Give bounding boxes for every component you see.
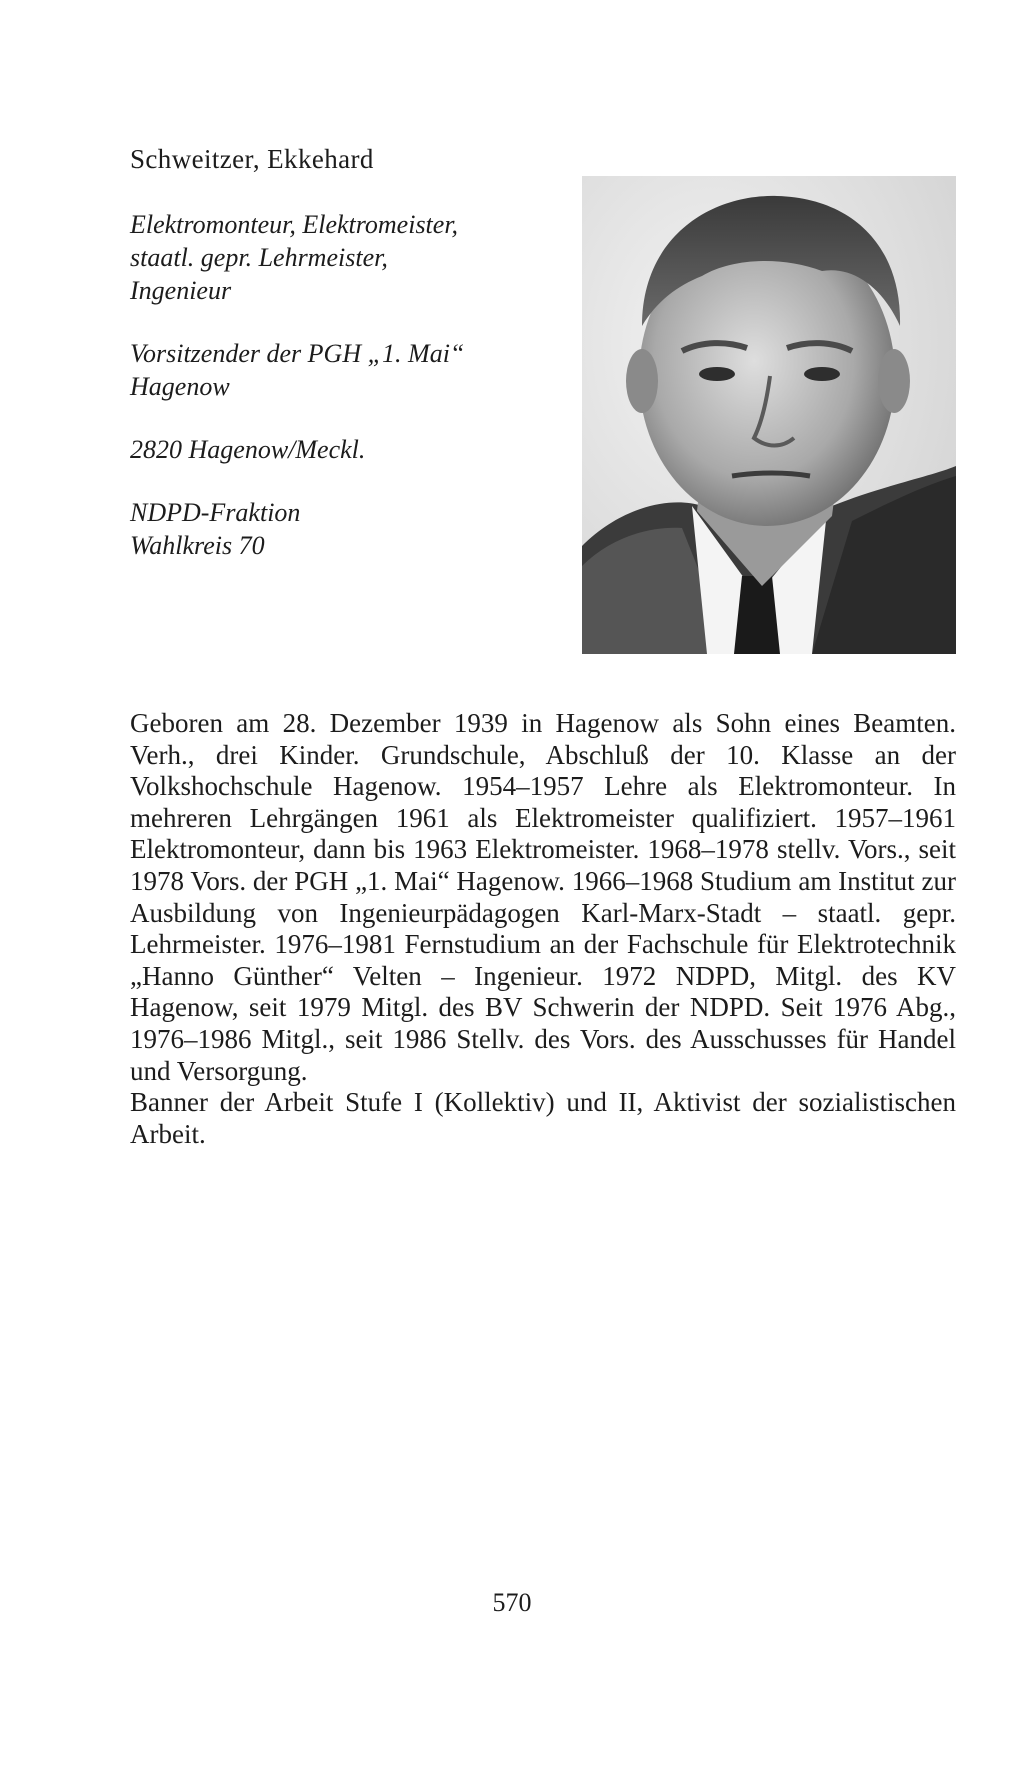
position-line: Hagenow: [130, 372, 230, 401]
address: 2820 Hagenow/Meckl.: [130, 435, 366, 464]
faction: NDPD-Fraktion: [130, 498, 301, 527]
biography-awards-paragraph: Banner der Arbeit Stufe I (Kollektiv) und II, Aktivist der sozialistischen Arbeit.: [130, 1087, 956, 1149]
entry-name: Schweitzer, Ekkehard: [130, 144, 374, 174]
faction-block: [130, 496, 550, 562]
biography: [130, 708, 956, 1150]
entry-info: [130, 208, 550, 562]
profession-line: Elektromonteur, Elektromeister,: [130, 210, 459, 239]
position-line: Vorsitzender der PGH „1. Mai“: [130, 339, 465, 368]
biography-main-paragraph: Geboren am 28. Dezember 1939 in Hagenow als Sohn eines Beamten. Verh., drei Kinder. Grundschule, Abschluß der 10. Klasse an der Volkshochschule Hagenow. 1954–1957 Lehre als Elektromonteur. In mehreren Lehrgängen 1961 als Elektromeister qualifiziert. 1957–1961 Elektromonteur, dann bis 1963 Elektromeister. 1968–1978 stellv. Vors., seit 1978 Vors. der PGH „1. Mai“ Hagenow. 1966–1968 Studium am Institut zur Ausbildung von Ingenieurpädagogen Karl-Marx-Stadt – staatl. gepr. Lehrmeister. 1976–1981 Fernstudium an der Fachschule für Elektrotechnik „Hanno Günther“ Velten – Ingenieur. 1972 NDPD, Mitgl. des KV Hagenow, seit 1979 Mitgl. des BV Schwerin der NDPD. Seit 1976 Abg., 1976–1986 Mitgl., seit 1986 Stellv. des Vors. des Ausschusses für Handel und Versorgung.: [130, 708, 956, 1086]
profession-line: staatl. gepr. Lehrmeister,: [130, 243, 388, 272]
position-block: [130, 337, 550, 403]
constituency: Wahlkreis 70: [130, 531, 265, 560]
profession-block: [130, 208, 550, 307]
page-number: 570: [492, 1588, 532, 1617]
portrait-photo: [582, 176, 956, 654]
profession-line: Ingenieur: [130, 276, 232, 305]
